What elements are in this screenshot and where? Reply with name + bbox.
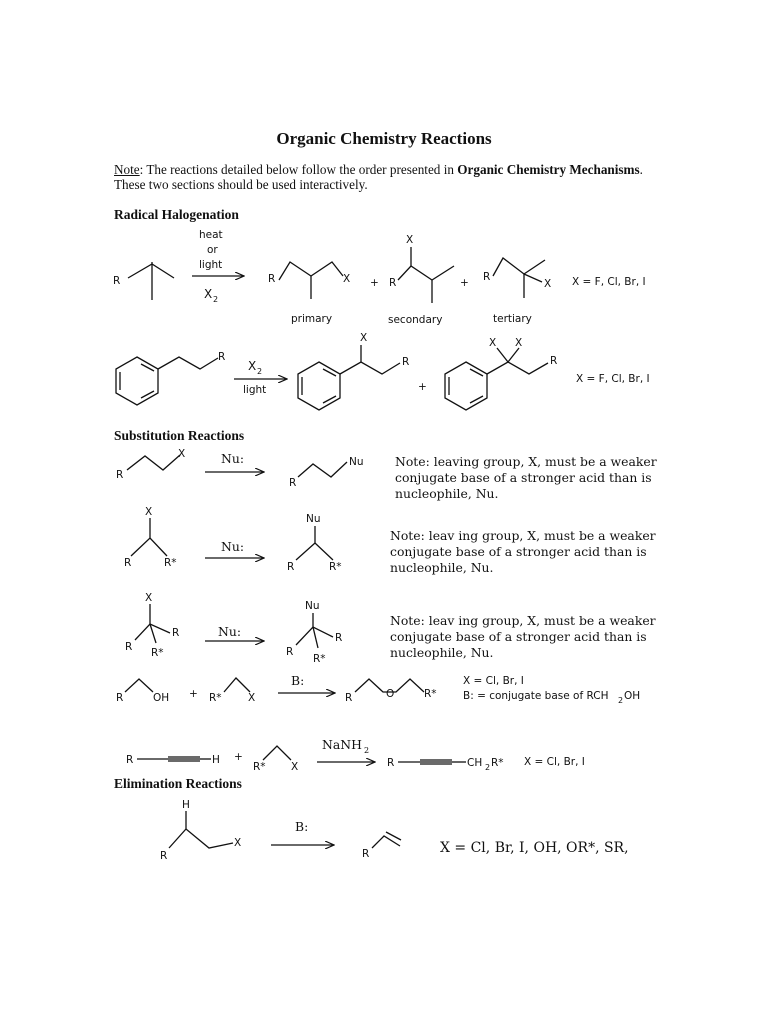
- atom-Rstar: R*: [329, 561, 342, 573]
- product-benzylic-x: [298, 332, 409, 410]
- note-line3: nucleophile, Nu.: [395, 486, 499, 501]
- atom-X: X: [515, 337, 523, 349]
- atom-X: X: [360, 332, 368, 344]
- reactant-phenylethyl: [116, 351, 225, 405]
- atom-R: R: [289, 477, 297, 489]
- atom-R: R: [125, 641, 133, 653]
- plus-sign: +: [418, 381, 427, 393]
- cond-light: light: [199, 259, 223, 271]
- plus-sign: +: [234, 751, 243, 763]
- note-line3: nucleophile, Nu.: [390, 645, 494, 660]
- atom-X: X: [291, 761, 299, 773]
- reagent-x2-sub: 2: [257, 367, 263, 376]
- atom-X: X: [178, 448, 186, 460]
- atom-O: O: [386, 688, 395, 700]
- atom-R: R: [389, 277, 397, 289]
- atom-Nu: Nu: [349, 456, 364, 468]
- arrow-radical-2: [234, 359, 287, 396]
- plus-sign: +: [370, 277, 379, 289]
- atom-R: R: [483, 271, 491, 283]
- label-tertiary: tertiary: [493, 313, 532, 325]
- note-emphasis: Organic Chemistry Mechanisms: [457, 162, 640, 177]
- atom-R: R: [268, 273, 276, 285]
- cond-or: or: [207, 244, 218, 256]
- note-line1: Note: leav ing group, X, must be a weaker: [390, 613, 656, 628]
- reagent-nu: Nu:: [221, 539, 244, 554]
- ether-x-eq: X = Cl, Br, I: [463, 675, 524, 687]
- radical-row1: [113, 229, 646, 326]
- atom-Rstar: R*: [313, 653, 326, 665]
- williamson-ether: [116, 673, 640, 705]
- section-elimination-reactions: Elimination Reactions: [114, 776, 242, 791]
- atom-Rstar: R*: [424, 688, 437, 700]
- x-equals-halogens: X = F, Cl, Br, I: [572, 276, 646, 288]
- arrow-radical-1: [192, 229, 244, 304]
- note-line2: conjugate base of a stronger acid than is: [390, 629, 647, 644]
- atom-R: R: [286, 646, 294, 658]
- product-benzylic-dix: [445, 337, 557, 410]
- page-title: Organic Chemistry Reactions: [276, 129, 492, 148]
- atom-R: R: [402, 356, 410, 368]
- label-primary: primary: [291, 313, 333, 325]
- radical-row2: [116, 332, 650, 410]
- alkyne-x-eq: X = Cl, Br, I: [524, 756, 585, 768]
- reagent-nu: Nu:: [218, 624, 241, 639]
- reagent-nanh2-sub: 2: [364, 746, 370, 755]
- atom-X: X: [544, 278, 552, 290]
- atom-R: R: [116, 469, 124, 481]
- cond-heat: heat: [199, 229, 223, 241]
- atom-X: X: [234, 837, 242, 849]
- atom-R: R: [335, 632, 343, 644]
- substitution-tertiary: [125, 592, 656, 665]
- substitution-secondary: [124, 506, 656, 575]
- atom-R: R: [124, 557, 132, 569]
- reagent-base: B:: [295, 819, 309, 834]
- section-radical-halogenation: Radical Halogenation: [114, 207, 239, 222]
- note-line3: nucleophile, Nu.: [390, 560, 494, 575]
- note-line2: conjugate base of a stronger acid than is: [390, 544, 647, 559]
- atom-R: R: [218, 351, 226, 363]
- ether-base-end: OH: [624, 690, 641, 702]
- reagent-nanh2: NaNH: [322, 737, 362, 752]
- atom-R: R: [345, 692, 353, 704]
- cond-light: light: [243, 384, 267, 396]
- atom-R: R: [362, 848, 370, 860]
- substitution-primary: [116, 448, 657, 501]
- note-line1: Note: leav ing group, X, must be a weaker: [390, 528, 656, 543]
- product-tertiary: [483, 258, 551, 325]
- plus-sign: +: [460, 277, 469, 289]
- atom-R: R: [126, 754, 134, 766]
- reagent-x2: X: [204, 287, 213, 301]
- atom-Rstar: R*: [164, 557, 177, 569]
- atom-H: H: [182, 799, 190, 811]
- ether-base-sub: 2: [618, 696, 624, 705]
- atom-R: R: [116, 692, 124, 704]
- elimination-x-eq: X = Cl, Br, I, OH, OR*, SR,: [440, 840, 629, 856]
- section-substitution-reactions: Substitution Reactions: [114, 428, 245, 443]
- alkyne-alkylation: [126, 737, 585, 773]
- atom-R: R: [287, 561, 295, 573]
- product-secondary: [388, 234, 454, 326]
- atom-X: X: [406, 234, 414, 246]
- atom-X: X: [145, 592, 153, 604]
- note-line1: Note: leaving group, X, must be a weaker: [395, 454, 657, 469]
- reagent-nu: Nu:: [221, 451, 244, 466]
- atom-Rstar: R*: [491, 757, 504, 769]
- atom-Nu: Nu: [305, 600, 320, 612]
- group-OH: OH: [153, 692, 170, 704]
- product-primary: [268, 262, 350, 325]
- note-line2: conjugate base of a stronger acid than is: [395, 470, 652, 485]
- plus-sign: +: [189, 688, 198, 700]
- atom-R: R: [160, 850, 168, 862]
- note-line2: These two sections should be used interactively.: [114, 177, 368, 192]
- atom-X: X: [489, 337, 497, 349]
- atom-Rstar: R*: [151, 647, 164, 659]
- group-ch2: CH: [467, 757, 483, 769]
- atom-R: R: [172, 627, 180, 639]
- group-ch2-sub: 2: [485, 763, 491, 772]
- atom-R: R: [113, 275, 121, 287]
- atom-Nu: Nu: [306, 513, 321, 525]
- reactant-isobutyl: [113, 262, 174, 300]
- reagent-x2-sub: 2: [213, 295, 219, 304]
- atom-R: R: [550, 355, 558, 367]
- note-text-a: : The reactions detailed below follow the order presented in: [139, 162, 458, 177]
- reagent-base: B:: [291, 673, 305, 688]
- atom-X: X: [145, 506, 153, 518]
- atom-Rstar: R*: [253, 761, 266, 773]
- atom-H: H: [212, 754, 220, 766]
- reagent-x2: X: [248, 359, 257, 373]
- label-secondary: secondary: [388, 314, 443, 326]
- atom-R: R: [387, 757, 395, 769]
- atom-Rstar: R*: [209, 692, 222, 704]
- atom-X: X: [343, 273, 351, 285]
- elimination-e2: [160, 799, 629, 862]
- note-text-b: .: [639, 162, 643, 177]
- atom-X: X: [248, 692, 256, 704]
- note-lead: Note: [114, 162, 140, 177]
- x-equals-halogens: X = F, Cl, Br, I: [576, 373, 650, 385]
- ether-base-def: B: = conjugate base of RCH: [463, 690, 609, 702]
